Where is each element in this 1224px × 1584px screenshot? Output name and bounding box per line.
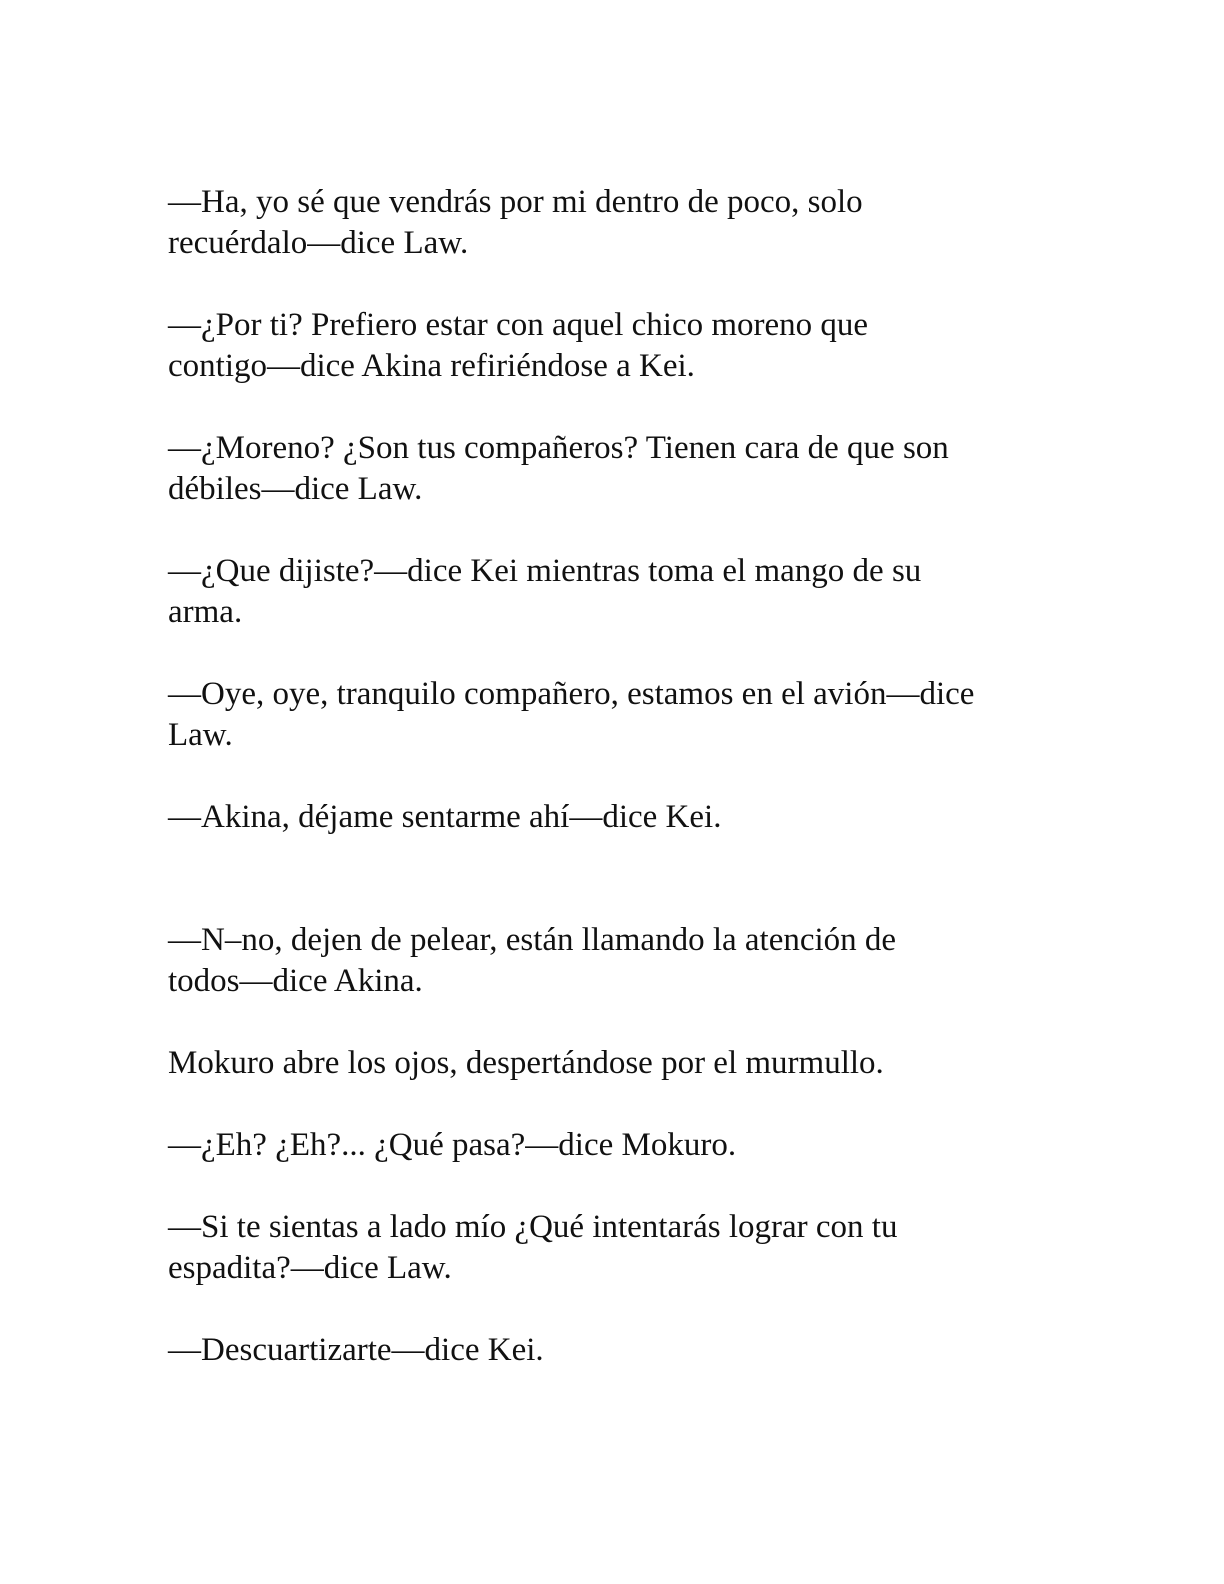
paragraph: —¿Moreno? ¿Son tus compañeros? Tienen cara de que son débiles—dice Law.	[168, 430, 949, 507]
paragraph: —¿Que dijiste?—dice Kei mientras toma el mango de su arma.	[168, 553, 922, 630]
paragraph: —Oye, oye, tranquilo compañero, estamos en el avión—dice Law.	[168, 676, 975, 753]
paragraph: —Descuartizarte—dice Kei.	[168, 1332, 544, 1368]
paragraph: Mokuro abre los ojos, despertándose por el murmullo.	[168, 1045, 884, 1081]
paragraph: —Si te sientas a lado mío ¿Qué intentarás lograr con tu espadita?—dice Law.	[168, 1209, 898, 1286]
paragraph: —¿Por ti? Prefiero estar con aquel chico moreno que contigo—dice Akina refiriéndose a Kei.	[168, 307, 869, 384]
paragraph: —¿Eh? ¿Eh?... ¿Qué pasa?—dice Mokuro.	[168, 1127, 737, 1163]
paragraph: —Akina, déjame sentarme ahí—dice Kei.	[168, 799, 722, 835]
paragraph: —N–no, dejen de pelear, están llamando la atención de todos—dice Akina.	[168, 922, 897, 999]
paragraph: —Ha, yo sé que vendrás por mi dentro de poco, solo recuérdalo—dice Law.	[168, 184, 863, 261]
